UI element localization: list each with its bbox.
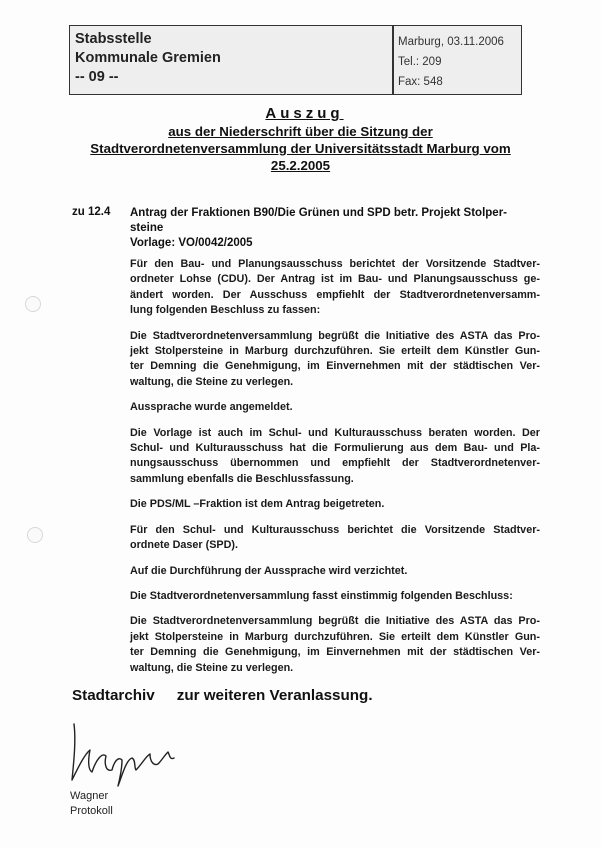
header-divider [392, 26, 394, 94]
paragraph-line: Aussprache wurde angemeldet. [130, 401, 293, 414]
punch-hole-bottom [27, 527, 43, 543]
phone-number: Tel.: 209 [398, 56, 442, 68]
title-line-2: Stadtverordnetenversammlung der Universitätsstadt Marburg vom [90, 141, 511, 156]
signer-block [70, 789, 113, 819]
agenda-item-number: zu 12.4 [72, 206, 111, 218]
minutes-paragraph [130, 523, 540, 554]
paragraph-line: ter Demning die Genehmigung, im Einvernehmen mit der städtischen Ver- [130, 360, 540, 373]
title-main: Auszug [265, 105, 344, 122]
minutes-paragraph [130, 614, 540, 676]
paragraph-line: waltung, die Steine zu verlegen. [130, 661, 294, 674]
letterhead-box [69, 25, 522, 95]
signer-name: Wagner [70, 790, 109, 802]
minutes-paragraph [130, 400, 540, 415]
paragraph-line: Schul- und Kulturausschuss hat die Formulierung aus dem Bau- und Pla- [130, 442, 540, 455]
fax-number: Fax: 548 [398, 76, 443, 88]
minutes-paragraph [130, 497, 540, 512]
forwarding-action: zur weiteren Veranlassung. [176, 687, 373, 704]
paragraph-line: jekt Stolpersteine in Marburg durchzuführen. Sie erteilt dem Künstler Gun- [130, 630, 540, 643]
minutes-paragraph [130, 426, 540, 488]
paragraph-line: ter Demning die Genehmigung, im Einvernehmen mit der städtischen Ver- [130, 646, 540, 659]
handwritten-signature [66, 720, 196, 790]
paragraph-line: Die PDS/ML –Fraktion ist dem Antrag beigetreten. [130, 498, 385, 511]
paragraph-line: Für den Schul- und Kulturausschuss berichtet die Vorsitzende Stadtver- [130, 523, 540, 536]
department-number: -- 09 -- [75, 69, 119, 85]
paragraph-line: sammlung ebenfalls die Beschlussfassung. [130, 472, 354, 485]
document-title [0, 104, 601, 174]
paragraph-line: Für den Bau- und Planungsausschuss berichtet der Vorsitzende Stadtver- [130, 258, 540, 270]
paragraph-line: nungsausschuss übernommen und empfiehlt der Stadtverordnetenver- [130, 457, 540, 470]
agenda-reference: Vorlage: VO/0042/2005 [130, 237, 253, 249]
paragraph-line: ändert worden. Der Ausschuss empfiehlt der Stadtverordnetenversamm- [130, 288, 540, 301]
paragraph-line: jekt Stolpersteine in Marburg durchzuführen. Sie erteilt dem Künstler Gun- [130, 345, 540, 358]
paragraph-line: Die Stadtverordnetenversammlung begrüßt die Initiative des ASTA das Pro- [130, 615, 540, 628]
contact-block [398, 32, 504, 92]
signer-role: Protokoll [70, 805, 113, 817]
forwarding-note [72, 687, 373, 704]
agenda-title-line-1: Antrag der Fraktionen B90/Die Grünen und SPD betr. Projekt Stolper- [130, 207, 508, 219]
agenda-item-title [130, 206, 535, 251]
paragraph-line: lung folgenden Beschluss zu fassen: [130, 304, 321, 317]
paragraph-line: ordnete Daser (SPD). [130, 539, 238, 552]
title-line-1: aus der Niederschrift über die Sitzung der [168, 124, 433, 139]
department-name: Stabsstelle [75, 31, 152, 47]
minutes-paragraph [130, 257, 540, 319]
minutes-paragraph [130, 329, 540, 391]
paragraph-line: Die Stadtverordnetenversammlung fasst einstimmig folgenden Beschluss: [130, 589, 513, 602]
paragraph-line: Auf die Durchführung der Aussprache wird verzichtet. [130, 564, 408, 577]
recipient: Stadtarchiv [72, 687, 155, 704]
punch-hole-top [25, 296, 41, 312]
paragraph-line: ordneter Lohse (CDU). Der Antrag ist im Bau- und Planungsausschuss ge- [130, 273, 540, 286]
session-date: 25.2.2005 [270, 158, 331, 173]
agenda-title-line-2: steine [130, 222, 164, 234]
paragraph-line: Die Stadtverordnetenversammlung begrüßt die Initiative des ASTA das Pro- [130, 329, 540, 342]
minutes-paragraph [130, 589, 540, 604]
letter-date: Marburg, 03.11.2006 [398, 36, 504, 48]
minutes-body [130, 257, 540, 686]
department-subname: Kommunale Gremien [75, 50, 221, 66]
minutes-paragraph [130, 564, 540, 579]
department-block [75, 30, 385, 87]
paragraph-line: waltung, die Steine zu verlegen. [130, 375, 294, 388]
paragraph-line: Die Vorlage ist auch im Schul- und Kulturausschuss beraten worden. Der [130, 426, 540, 439]
